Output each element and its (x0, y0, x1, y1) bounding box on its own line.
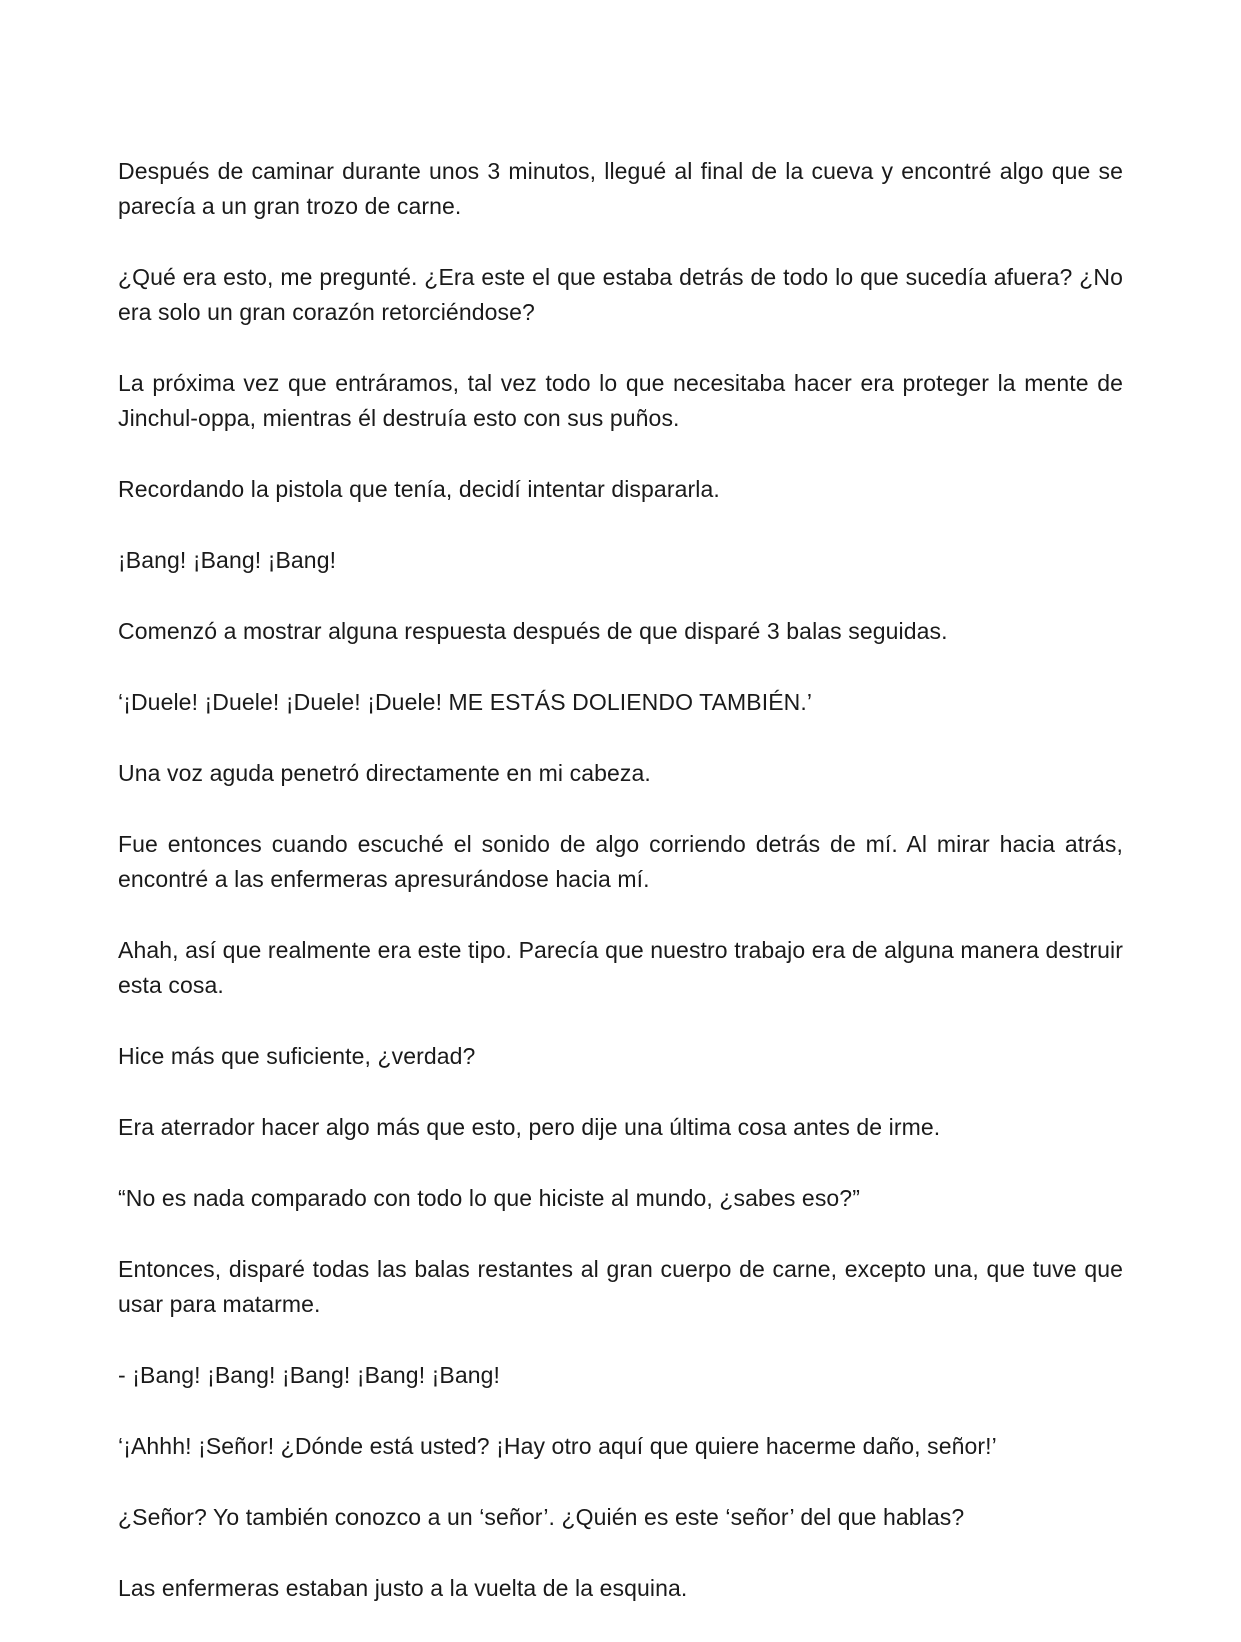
paragraph-14: Entonces, disparé todas las balas restantes al gran cuerpo de carne, excepto una, que tuve que usar para matarme. (118, 1256, 1123, 1317)
paragraph-5: ¡Bang! ¡Bang! ¡Bang! (118, 547, 337, 573)
paragraph-3: La próxima vez que entráramos, tal vez todo lo que necesitaba hacer era proteger la mente de Jinchul-oppa, mientras él destruía esto con sus puños. (118, 370, 1123, 431)
paragraph-12: Era aterrador hacer algo más que esto, pero dije una última cosa antes de irme. (118, 1114, 941, 1140)
paragraph-15: - ¡Bang! ¡Bang! ¡Bang! ¡Bang! ¡Bang! (118, 1362, 501, 1388)
paragraph-16: ‘¡Ahhh! ¡Señor! ¿Dónde está usted? ¡Hay otro aquí que quiere hacerme daño, señor!’ (118, 1433, 997, 1459)
paragraph-4: Recordando la pistola que tenía, decidí intentar dispararla. (118, 476, 720, 502)
paragraph-1: Después de caminar durante unos 3 minutos, llegué al final de la cueva y encontré algo que se parecía a un gran trozo de carne. (118, 158, 1123, 219)
paragraph-17: ¿Señor? Yo también conozco a un ‘señor’. ¿Quién es este ‘señor’ del que hablas? (118, 1504, 965, 1530)
document-body (118, 154, 1123, 1642)
paragraph-18: Las enfermeras estaban justo a la vuelta de la esquina. (118, 1575, 688, 1601)
paragraph-6: Comenzó a mostrar alguna respuesta después de que disparé 3 balas seguidas. (118, 618, 948, 644)
paragraph-9: Fue entonces cuando escuché el sonido de algo corriendo detrás de mí. Al mirar hacia atrás, encontré a las enfermeras apresurándose hacia mí. (118, 831, 1123, 892)
paragraph-13: “No es nada comparado con todo lo que hiciste al mundo, ¿sabes eso?” (118, 1185, 860, 1211)
paragraph-11: Hice más que suficiente, ¿verdad? (118, 1043, 476, 1069)
paragraph-7: ‘¡Duele! ¡Duele! ¡Duele! ¡Duele! ME ESTÁS DOLIENDO TAMBIÉN.’ (118, 689, 813, 715)
paragraph-2: ¿Qué era esto, me pregunté. ¿Era este el que estaba detrás de todo lo que sucedía afuera? ¿No era solo un gran corazón retorciéndose? (118, 264, 1123, 325)
paragraph-10: Ahah, así que realmente era este tipo. Parecía que nuestro trabajo era de alguna manera destruir esta cosa. (118, 937, 1123, 998)
paragraph-8: Una voz aguda penetró directamente en mi cabeza. (118, 760, 651, 786)
